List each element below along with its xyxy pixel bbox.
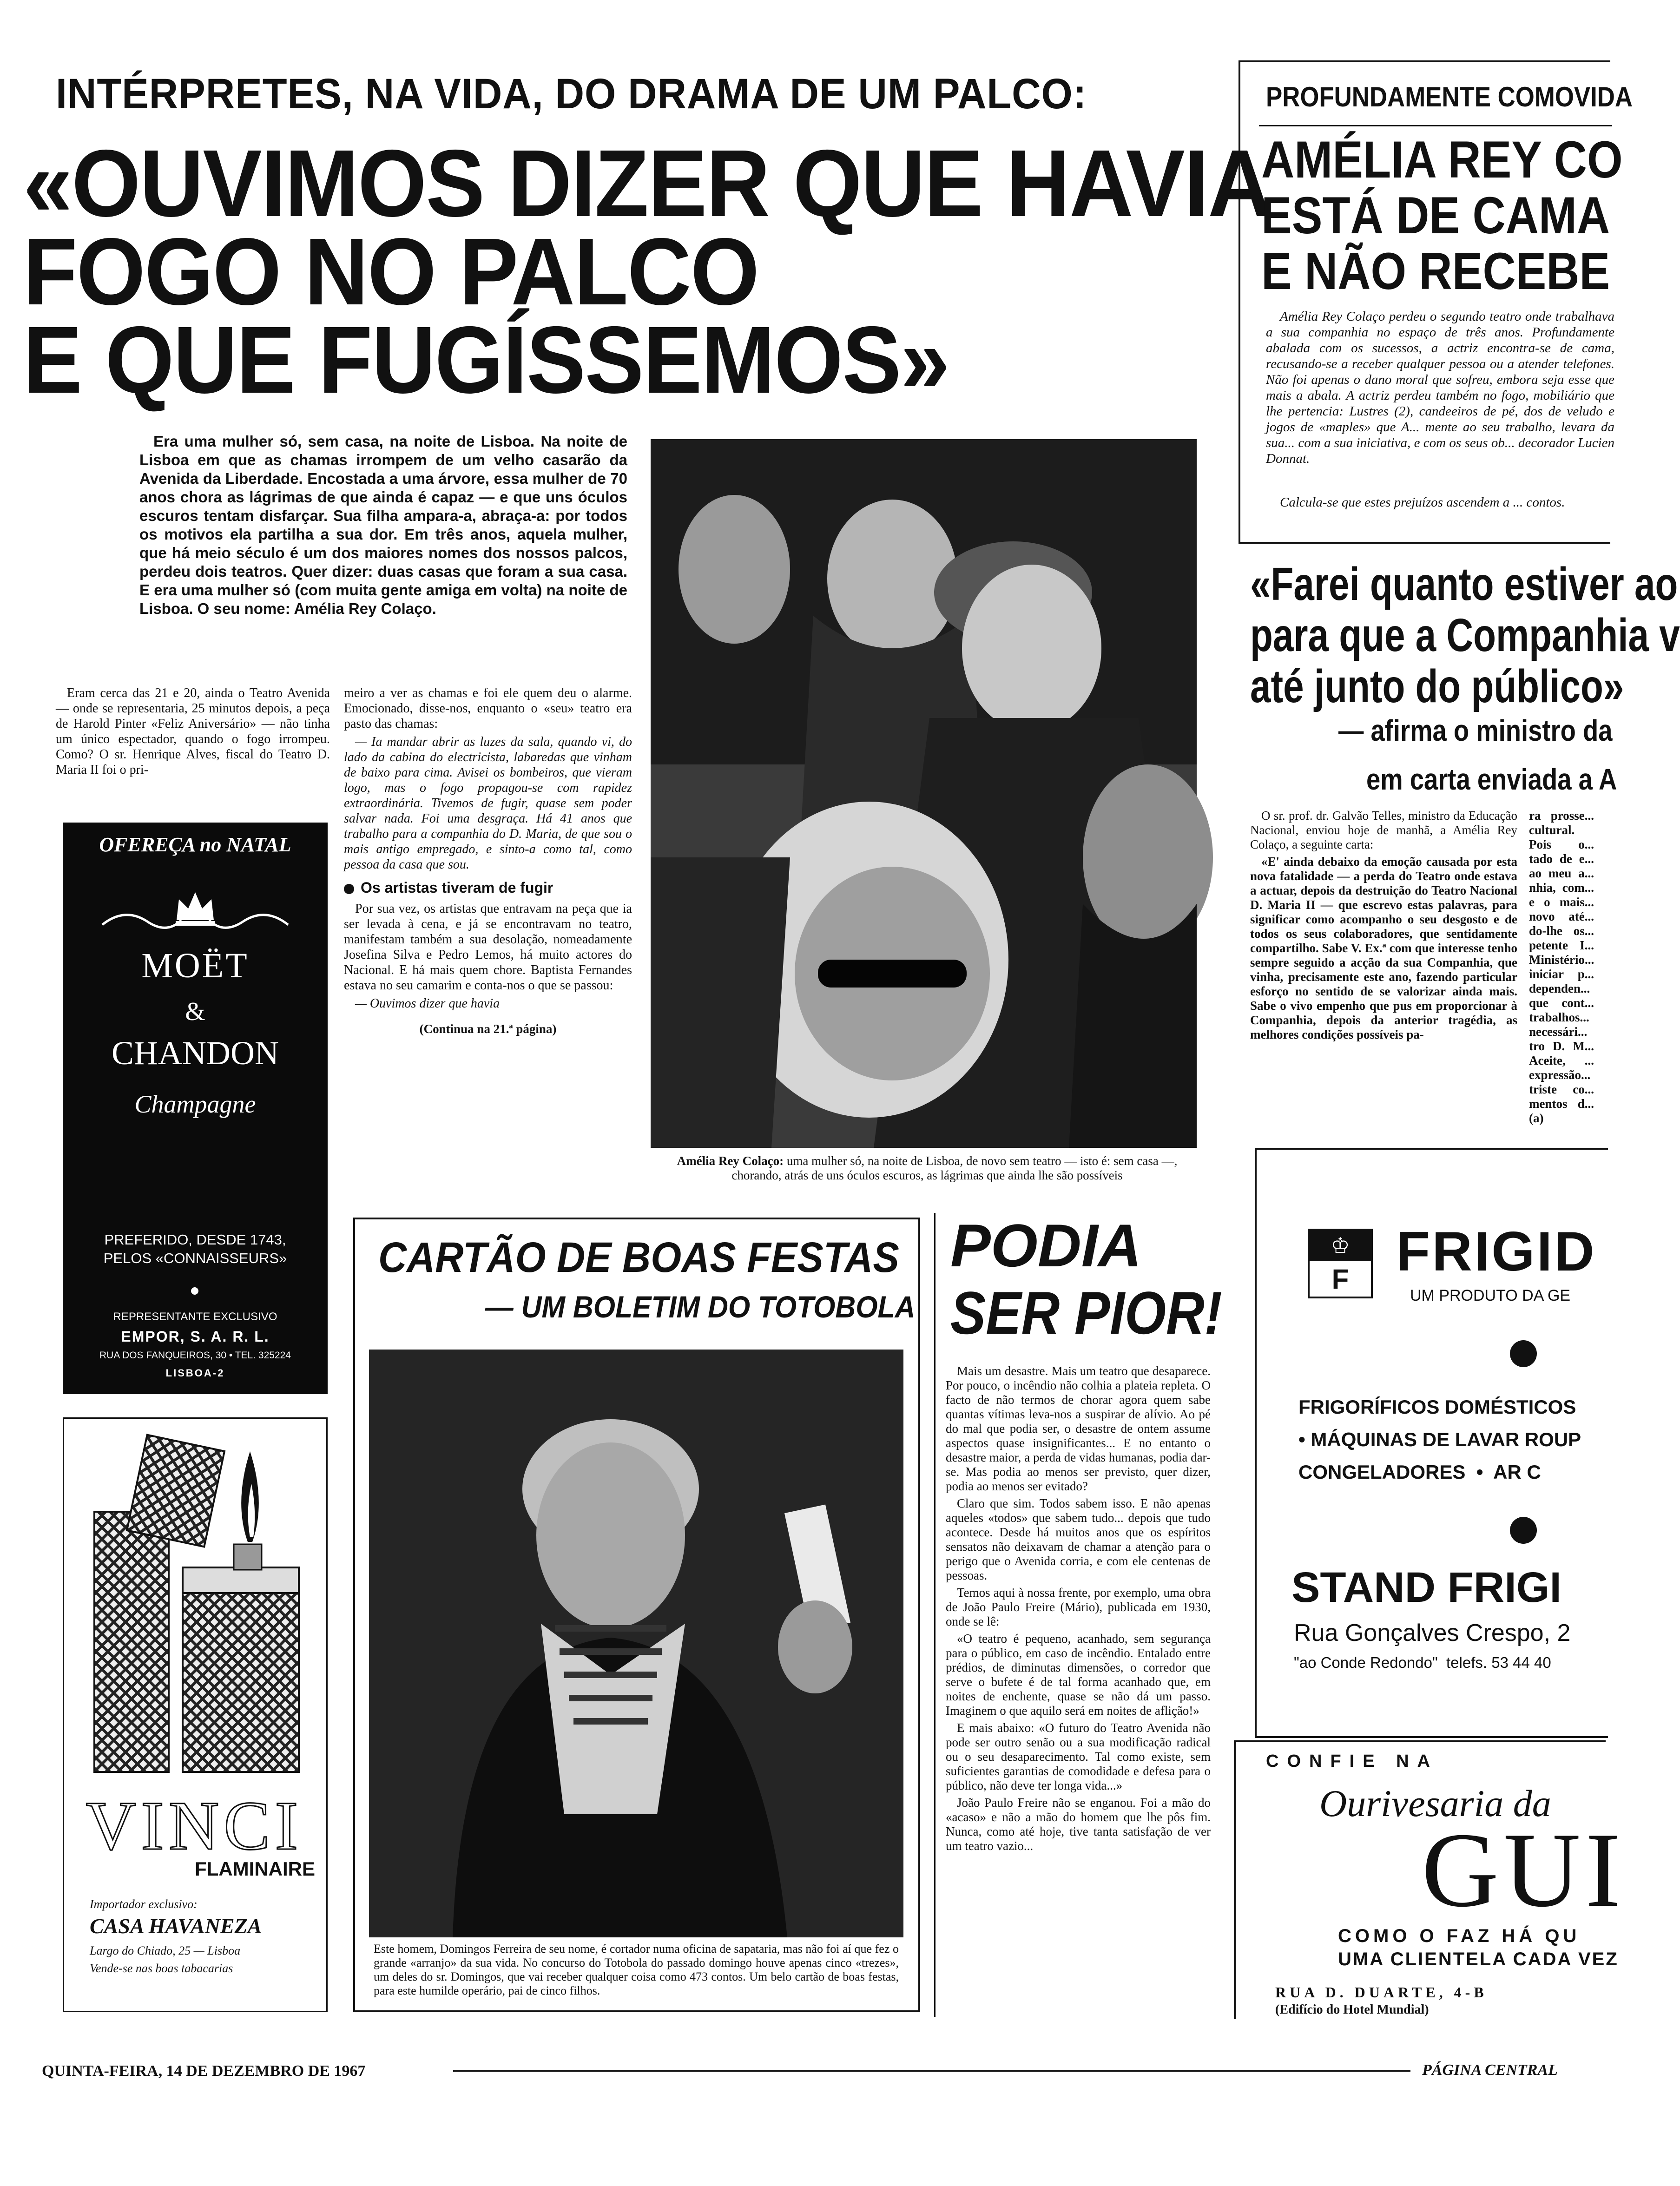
kicker: INTÉRPRETES, NA VIDA, DO DRAMA DE UM PALCO: (56, 70, 1087, 118)
comovida-head-2: ESTÁ DE CAMA (1261, 186, 1610, 244)
story-col2-end: — Ouvimos dizer que havia (355, 996, 500, 1011)
ourivesaria-big: GUI (1422, 1811, 1626, 1929)
moet-ad-top: OFEREÇA no NATAL (99, 833, 291, 856)
vinci-flaminaire: FLAMINAIRE (195, 1858, 315, 1880)
moet-chandon-ad (63, 823, 328, 1394)
vinci-address: Largo do Chiado, 25 — Lisboa (90, 1944, 241, 1957)
podia-p5: E mais abaixo: «O futuro do Teatro Avenida não pode ser outro senão ou a sua modificação radical ou o seu desaparecimento. Tal como existe, sem suficientes garantias de comodidade e defesa para o público, não deve ter longa vida...» (946, 1721, 1211, 1792)
minister-head-3: até junto do público» (1250, 660, 1624, 712)
story-col2-quote: — Ia mandar abrir as luzes da sala, quando vi, do lado da cabina do electricista, labaredas que vinham de baixo para cima. Avisei os bombeiros, que vieram logo, mas o fogo propagou-se com rapidez extraordinária. Tivemos de fugir, quase sem poder salvar nada. Foi uma desgraça. Há 41 anos que trabalho para a companhia do D. Maria, de que sou o mais antigo empregado, e sinto-a como tal, como pessoa da casa que sou. (344, 735, 632, 872)
story-subhead-text: Os artistas tiveram de fugir (361, 879, 553, 896)
ourivesaria-script: Ourivesaria da (1319, 1782, 1551, 1824)
frigidaire-tag: UM PRODUTO DA GE (1410, 1287, 1571, 1304)
comovida-head-1: AMÉLIA REY CO (1261, 131, 1623, 189)
moet-amp: & (185, 997, 205, 1026)
footer-date: QUINTA-FEIRA, 14 DE DEZEMBRO DE 1967 (42, 2062, 366, 2080)
podia-p2: Claro que sim. Todos sabem isso. E não apenas aqueles «todos» que sabem tudo... depois que tudo acontece. Desde há muitos anos que os espíritos sensatos não deixavam de chamar a atenção para o perigo que o Avenida corria, e com ele centenas de pessoas. (946, 1496, 1211, 1582)
frigidaire-brand: FRIGID (1396, 1220, 1596, 1283)
frigidaire-ad (1255, 1148, 1608, 1738)
frigidaire-line-3: CONGELADORES • AR C (1298, 1461, 1541, 1483)
minister-col-a-1: O sr. prof. dr. Galvão Telles, ministro da Educação Nacional, enviou hoje de manhã, a Amélia Rey Colaço, a seguinte carta: (1250, 809, 1517, 851)
crown-ornament-icon (98, 883, 293, 939)
totobola-subtitle: — UM BOLETIM DO TOTOBOLA (485, 1290, 916, 1324)
footer-page: PÁGINA CENTRAL (1422, 2061, 1558, 2079)
ourivesaria-line-2: UMA CLIENTELA CADA VEZ (1338, 1949, 1619, 1969)
story-column-2 (344, 685, 632, 1037)
photo-caption (669, 1154, 1185, 1183)
frigidaire-dot-2 (1510, 1517, 1537, 1544)
chandon-brand: CHANDON (112, 1034, 279, 1072)
frigidaire-logo-icon (1308, 1229, 1373, 1298)
totobola-caption: Este homem, Domingos Ferreira de seu nome, é cortador numa oficina de sapataria, mas não foi aí que fez o grande «arranjo» da sua vida. No concurso do Totobola do passado domingo houve apenas cinco «trezes», um deles do sr. Domingos, que vai receber qualquer coisa como 473 contos. Um belo cartão de boas festas, para este humilde operário, pai de cinco filhos. (374, 1942, 899, 1997)
frigidaire-line-2: • MÁQUINAS DE LAVAR ROUP (1298, 1429, 1581, 1450)
podia-p1: Mais um desastre. Mais um teatro que desaparece. Por pouco, o incêndio não colhia a plateia repleta. O facto de não termos de chorar agora quem sabe quantas vítimas leva-nos a suspirar de alívio. Ao pé do mal que podia ser, o desastre de ontem assume aspectos quase insignificantes... E no entanto o desastre maior, a perda de vidas humanas, podia dar-se. Mas podia ao menos ser previsto, quer dizer, podia ao menos ser evitado? (946, 1364, 1211, 1493)
minister-col-b: ra prosse... cultural. Pois o... tado de e... ao meu a... nhia, com... e o mais... novo até... do-lhe os... petente I... Ministério... iniciar p... dependen... que cont... trabalhos... necessári... tro D. M... Aceite, ... expressão... triste co... mentos d... (a) (1529, 809, 1594, 1125)
podia-title-1: PODIA (950, 1212, 1142, 1279)
champagne-script: Champagne (134, 1090, 256, 1118)
minister-column-b (1529, 809, 1594, 1134)
ourivesaria-ad (1234, 1740, 1626, 2019)
podia-p3: Temos aqui à nossa frente, por exemplo, uma obra de João Paulo Freire (Mário), publicada em 1930, onde se lê: (946, 1586, 1211, 1628)
podia-title-2: SER PIOR! (950, 1279, 1222, 1347)
comovida-head-3: E NÃO RECEBE (1261, 242, 1610, 300)
caption-text: uma mulher só, na noite de Lisboa, de novo sem teatro — isto é: sem casa —, chorando, atrás de uns óculos escuros, as lágrimas que ainda lhe são possíveis (731, 1154, 1178, 1182)
ourivesaria-line-1: COMO O FAZ HÁ QU (1338, 1926, 1581, 1946)
winner-photo-illustration (369, 1350, 903, 1937)
main-headline (23, 130, 1271, 413)
story-col2-intro: meiro a ver as chamas e foi ele quem deu o alarme. Emocionado, disse-nos, enquanto o «seu» teatro era pasto das chamas: (344, 686, 632, 731)
moet-connaisseurs: PELOS «CONNAISSEURS» (103, 1250, 287, 1266)
podia-rule-left (934, 1213, 936, 2017)
bullet-icon (344, 884, 354, 894)
continua-note: (Continua na 21.ª página) (419, 1022, 557, 1036)
comovida-label: PROFUNDAMENTE COMOVIDA (1266, 81, 1633, 112)
frigidaire-address: Rua Gonçalves Crespo, 2 (1294, 1620, 1571, 1646)
podia-p6: João Paulo Freire não se enganou. Foi a mão do «acaso» e não a mão do homem que lhe pôs fim. Nunca, como até hoje, tive tanta satisfação de ver um teatro vazio... (946, 1796, 1211, 1853)
vinci-brand: VINCI (86, 1787, 303, 1864)
comovida-body: Amélia Rey Colaço perdeu o segundo teatro onde trabalhava a sua companhia no espaço de três anos. Profundamente abalada com os sucessos, a actriz encontra-se de cama, recusando-se a receber qualquer pessoa ou a atender telefones. Não foi apenas o dano moral que sofreu, embora seja esse que mais a abala. A actriz perdeu também no fogo, mobiliário que lhe pertencia: Lustres (2), candeeiros de pé, dos de veludo e jogos de «maples» que A... mente ao seu trabalho, levara da sua... com a sua iniciativa, e com os seus ob... decorador Lucien Donnat. (1266, 309, 1614, 466)
caption-name: Amélia Rey Colaço: (677, 1154, 784, 1168)
comovida-box (1239, 60, 1633, 544)
comovida-body-2: Calcula-se que estes prejuízos ascendem a ... contos. (1280, 495, 1565, 510)
crowd-photo-illustration (651, 439, 1197, 1148)
podia-column (946, 1364, 1211, 1856)
lighter-illustration (66, 1433, 327, 1786)
comovida-rule (1259, 125, 1612, 126)
minister-head-2: para que a Companhia v (1250, 609, 1680, 661)
minister-sub-2: em carta enviada a A (1366, 763, 1617, 796)
moet-empor: EMPOR, S. A. R. L. (121, 1328, 270, 1345)
podia-p4: «O teatro é pequeno, acanhado, sem segurança para o público, em caso de incêndio. Entalado entre prédios, de diminutas dimensões, o corredor que serve o bufete é de tal forma acanhado que, em noites de enchente, quase se não dá um passo. Imaginem o que aquilo será em noites de aflição!» (946, 1632, 1211, 1718)
frigidaire-address-2: "ao Conde Redondo" telefs. 53 44 40 (1294, 1654, 1551, 1671)
frigidaire-line-1: FRIGORÍFICOS DOMÉSTICOS (1298, 1396, 1576, 1418)
story-subhead (344, 879, 632, 896)
ourivesaria-address: RUA D. DUARTE, 4-B (1275, 1984, 1488, 2001)
story-col2-more: Por sua vez, os artistas que entravam na peça que ia ser levada à cena, e já se encontravam no teatro, manifestam também a sua desolação, nomeadamente Josefina Silva e Pedro Lemos, há muito actores do Nacional. E há mais quem chore. Baptista Fernandes estava no seu camarim e conta-nos o que se passou: (344, 902, 632, 993)
lead-paragraph: Era uma mulher só, sem casa, na noite de Lisboa. Na noite de Lisboa em que as chamas irrompem de um velho casarão da Avenida da Liberdade. Encostada a uma árvore, essa mulher de 70 anos chora as lágrimas de que ainda é capaz — e que uns óculos escuros tentam disfarçar. Sua filha ampara-a, abraça-a: por todos os motivos ela partilha a sua dor. Em três anos, aquela mulher, que há meio século é um dos maiores nomes dos nossos palcos, perdeu dois teatros. Quer dizer: duas casas que foram a sua casa. E era uma mulher só (com muita gente amiga em volta) na noite de Lisboa. O seu nome: Amélia Rey Colaço. (139, 433, 627, 617)
frigidaire-stand: STAND FRIGI (1291, 1564, 1561, 1611)
headline-line-1: «OUVIMOS DIZER QUE HAVIA (23, 130, 1271, 237)
photo-amelia-rey-colaco (651, 439, 1197, 1148)
minister-col-a-2: «E' ainda debaixo da emoção causada por esta nova fatalidade — a perda do Teatro onde estava a actuar, depois da destruição do Teatro Nacional D. Maria II — que escrevo estas palavras, para significar como acompanho o seu desgosto e de todos os seus colaboradores, que sentidamente compartilho. Sabe V. Ex.ª com que interesse tenho sempre seguido a acção da sua Companhia, que vinha, precisamente este ano, fazendo particular esforço no sentido de se valorizar ainda mais. Sabe o vivo empenho que pus em proporcionar à Companhia, depois da anterior tragédia, as melhores condições possíveis pa- (1250, 855, 1517, 1041)
photo-domingos-ferreira (369, 1350, 903, 1937)
vinci-ad (63, 1417, 328, 2012)
moet-address: RUA DOS FANQUEIROS, 30 • TEL. 325224 (99, 1350, 291, 1361)
totobola-box (353, 1218, 920, 2012)
moet-representante: REPRESENTANTE EXCLUSIVO (113, 1310, 277, 1323)
totobola-title: CARTÃO DE BOAS FESTAS (378, 1234, 899, 1281)
moet-city: LISBOA-2 (165, 1367, 225, 1379)
headline-line-2: FOGO NO PALCO (23, 218, 759, 325)
crown-icon: ♔ (1310, 1231, 1371, 1261)
vinci-shop: CASA HAVANEZA (90, 1914, 262, 1938)
ourivesaria-top: CONFIE NA (1266, 1751, 1438, 1771)
frigidaire-dot-1 (1510, 1340, 1537, 1367)
minister-sub-1: — afirma o ministro da (1338, 714, 1613, 747)
moet-brand: MOËT (141, 946, 249, 985)
footer-rule (453, 2070, 1410, 2072)
vinci-importador: Importador exclusivo: (90, 1897, 198, 1911)
frigidaire-logo-letter: F (1331, 1264, 1349, 1295)
moet-dot-icon (191, 1287, 198, 1295)
minister-column-a (1250, 809, 1517, 1045)
story-col1-text: Eram cerca das 21 e 20, ainda o Teatro Avenida — onde se representaria, 25 minutos depois, a peça de Harold Pinter «Feliz Aniversário» — não tinha um único espectador, quando o fogo irrompeu. Como? O sr. Henrique Alves, fiscal do Teatro D. Maria II foi o pri- (56, 686, 330, 777)
ourivesaria-address-2: (Edifício do Hotel Mundial) (1275, 2002, 1429, 2017)
minister-head-1: «Farei quanto estiver ao (1250, 558, 1678, 610)
vinci-sold: Vende-se nas boas tabacarias (90, 1962, 233, 1975)
moet-preferido: PREFERIDO, DESDE 1743, (104, 1231, 286, 1248)
headline-line-3: E QUE FUGÍSSEMOS» (23, 307, 949, 413)
story-column-1 (56, 685, 330, 780)
